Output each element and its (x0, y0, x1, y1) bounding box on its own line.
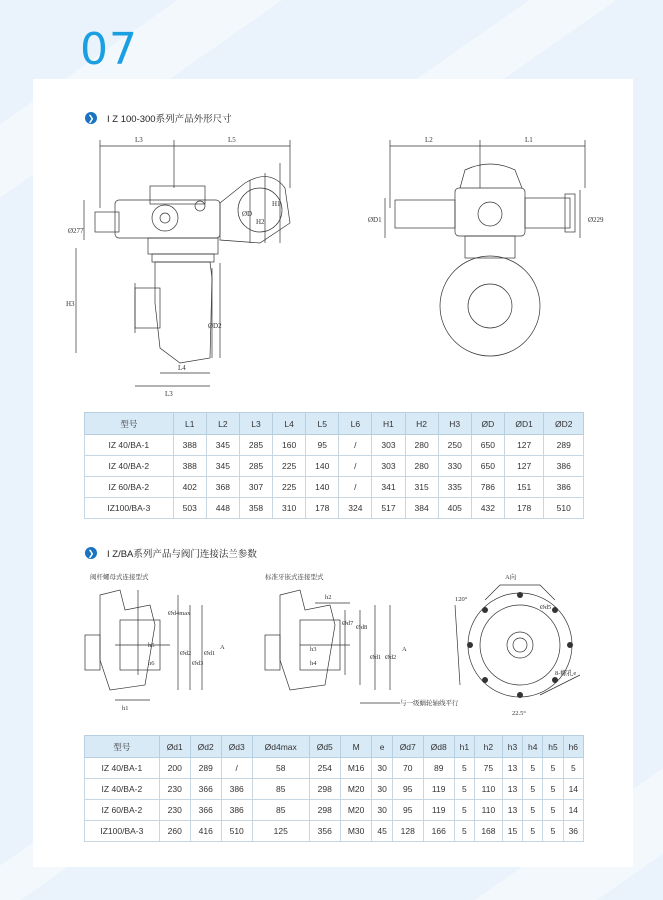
label-d2: ØD2 (208, 322, 222, 330)
value-cell: 366 (190, 779, 221, 800)
value-cell: 260 (159, 821, 190, 842)
value-cell: 30 (372, 779, 392, 800)
model-cell: IZ 40/BA-1 (85, 758, 160, 779)
model-cell: IZ 60/BA-2 (85, 800, 160, 821)
label-d2-left: Ød2 (180, 650, 192, 657)
dimension-table (84, 412, 584, 519)
value-cell: 280 (405, 435, 438, 456)
model-cell: IZ100/BA-3 (85, 821, 160, 842)
column-header: e (372, 736, 392, 758)
label-d1-mid: Ød1 (370, 654, 382, 661)
label-d3: Ød3 (192, 660, 204, 667)
label-l1: L1 (525, 136, 533, 144)
value-cell: / (221, 758, 252, 779)
column-header: L3 (239, 413, 272, 435)
chevron-right-icon: ❯ (85, 112, 97, 124)
caption-a-view: A向 (505, 574, 517, 581)
label-h2: H2 (256, 218, 265, 226)
value-cell: 5 (523, 800, 543, 821)
label-h2-mid: h2 (325, 594, 332, 601)
value-cell: 517 (372, 498, 405, 519)
value-cell: 386 (544, 456, 584, 477)
value-cell: 178 (504, 498, 543, 519)
label-h3: h3 (310, 646, 317, 653)
value-cell: 178 (306, 498, 339, 519)
value-cell: 405 (438, 498, 471, 519)
value-cell: 368 (206, 477, 239, 498)
value-cell: 45 (372, 821, 392, 842)
value-cell: 125 (252, 821, 309, 842)
column-header: h6 (563, 736, 583, 758)
column-header: Ød2 (190, 736, 221, 758)
label-a-left: A (220, 644, 225, 651)
value-cell: 386 (221, 779, 252, 800)
label-d4max: Ød4max (168, 610, 191, 617)
label-h1-left: h1 (122, 705, 129, 712)
value-cell: 230 (159, 800, 190, 821)
column-header: Ød8 (423, 736, 454, 758)
value-cell: 127 (504, 456, 543, 477)
label-d277: Ø277 (68, 227, 84, 235)
label-225deg: 22.5° (512, 710, 526, 717)
value-cell: 250 (438, 435, 471, 456)
label-d2-mid: Ød2 (385, 654, 397, 661)
value-cell: 254 (309, 758, 340, 779)
value-cell: 650 (471, 456, 504, 477)
value-cell: 5 (543, 779, 563, 800)
section2-heading (85, 546, 257, 560)
column-header: H3 (438, 413, 471, 435)
value-cell: 285 (239, 456, 272, 477)
value-cell: 30 (372, 758, 392, 779)
value-cell: 151 (504, 477, 543, 498)
value-cell: 289 (544, 435, 584, 456)
flange-connection-drawing (60, 565, 620, 725)
value-cell: 200 (159, 758, 190, 779)
actuator-dimension-drawing (60, 128, 620, 403)
value-cell: 13 (502, 800, 522, 821)
value-cell: 356 (309, 821, 340, 842)
value-cell: 75 (474, 758, 502, 779)
label-d1-left: Ød1 (204, 650, 216, 657)
label-h3: H3 (66, 300, 75, 308)
value-cell: 285 (239, 435, 272, 456)
column-header: Ød4max (252, 736, 309, 758)
model-cell: IZ 40/BA-2 (85, 779, 160, 800)
value-cell: 160 (273, 435, 306, 456)
value-cell: 650 (471, 435, 504, 456)
value-cell: M20 (340, 800, 372, 821)
column-header: h3 (502, 736, 522, 758)
value-cell: 14 (563, 779, 583, 800)
model-cell: IZ 60/BA-2 (85, 477, 174, 498)
value-cell: 384 (405, 498, 438, 519)
label-d7: Ød7 (342, 620, 354, 627)
value-cell: 366 (190, 800, 221, 821)
value-cell: M20 (340, 779, 372, 800)
value-cell: 95 (306, 435, 339, 456)
value-cell: 13 (502, 758, 522, 779)
value-cell: 388 (173, 435, 206, 456)
value-cell: 58 (252, 758, 309, 779)
value-cell: 119 (423, 779, 454, 800)
column-header: H2 (405, 413, 438, 435)
value-cell: 127 (504, 435, 543, 456)
value-cell: 298 (309, 779, 340, 800)
value-cell: / (339, 477, 372, 498)
label-l5: L5 (228, 136, 236, 144)
value-cell: 5 (543, 800, 563, 821)
table-row (85, 456, 584, 477)
value-cell: 345 (206, 456, 239, 477)
column-header: Ød3 (221, 736, 252, 758)
value-cell: 85 (252, 779, 309, 800)
value-cell: 386 (221, 800, 252, 821)
label-l6: L3 (165, 390, 173, 398)
value-cell: 786 (471, 477, 504, 498)
model-cell: IZ100/BA-3 (85, 498, 174, 519)
column-header: h1 (454, 736, 474, 758)
value-cell: 310 (273, 498, 306, 519)
value-cell: 510 (544, 498, 584, 519)
label-d: ØD (242, 210, 253, 218)
value-cell: 225 (273, 477, 306, 498)
value-cell: 95 (392, 800, 423, 821)
value-cell: 5 (454, 758, 474, 779)
label-a-mid: A (402, 646, 407, 653)
value-cell: 324 (339, 498, 372, 519)
value-cell: 315 (405, 477, 438, 498)
value-cell: 14 (563, 800, 583, 821)
value-cell: 289 (190, 758, 221, 779)
column-header: L6 (339, 413, 372, 435)
column-header: Ød7 (392, 736, 423, 758)
value-cell: / (339, 456, 372, 477)
value-cell: M30 (340, 821, 372, 842)
value-cell: 5 (523, 779, 543, 800)
column-header: 型号 (85, 413, 174, 435)
value-cell: 5 (563, 758, 583, 779)
value-cell: 36 (563, 821, 583, 842)
table-row (85, 779, 584, 800)
column-header: h4 (523, 736, 543, 758)
value-cell: 5 (454, 779, 474, 800)
value-cell: 70 (392, 758, 423, 779)
value-cell: 5 (543, 758, 563, 779)
value-cell: 448 (206, 498, 239, 519)
label-note: 与一级蜗轮轴线平行 (400, 700, 459, 707)
value-cell: 388 (173, 456, 206, 477)
flange-table (84, 735, 584, 842)
label-d5: Ød5 (540, 604, 552, 611)
value-cell: 13 (502, 779, 522, 800)
value-cell: 345 (206, 435, 239, 456)
value-cell: 140 (306, 456, 339, 477)
table-row (85, 800, 584, 821)
section1-heading (85, 111, 232, 125)
value-cell: 280 (405, 456, 438, 477)
label-h4: h4 (310, 660, 317, 667)
value-cell: 128 (392, 821, 423, 842)
column-header: ØD2 (544, 413, 584, 435)
table-row (85, 435, 584, 456)
column-header: h2 (474, 736, 502, 758)
value-cell: 168 (474, 821, 502, 842)
column-header: M (340, 736, 372, 758)
value-cell: / (339, 435, 372, 456)
chevron-right-icon: ❯ (85, 547, 97, 559)
label-120deg: 120° (455, 596, 468, 603)
column-header: ØD1 (504, 413, 543, 435)
model-cell: IZ 40/BA-2 (85, 456, 174, 477)
label-l4: L4 (178, 364, 186, 372)
caption-standard-jaw: 标准牙嵌式连接型式 (265, 574, 324, 581)
table-row (85, 477, 584, 498)
value-cell: 416 (190, 821, 221, 842)
label-h6: h6 (148, 660, 155, 667)
value-cell: 341 (372, 477, 405, 498)
table-row (85, 498, 584, 519)
value-cell: 15 (502, 821, 522, 842)
label-l2: L2 (425, 136, 433, 144)
label-h5-left: h5 (148, 642, 155, 649)
column-header: ØD (471, 413, 504, 435)
column-header: h5 (543, 736, 563, 758)
page-number: 07 (80, 24, 138, 75)
value-cell: 386 (544, 477, 584, 498)
column-header: L5 (306, 413, 339, 435)
label-d8: Ød8 (356, 624, 368, 631)
value-cell: 89 (423, 758, 454, 779)
column-header: H1 (372, 413, 405, 435)
value-cell: M16 (340, 758, 372, 779)
model-cell: IZ 40/BA-1 (85, 435, 174, 456)
value-cell: 230 (159, 779, 190, 800)
value-cell: 110 (474, 800, 502, 821)
value-cell: 85 (252, 800, 309, 821)
value-cell: 432 (471, 498, 504, 519)
value-cell: 5 (454, 800, 474, 821)
table-header-row (85, 736, 584, 758)
value-cell: 335 (438, 477, 471, 498)
value-cell: 330 (438, 456, 471, 477)
label-l3: L3 (135, 136, 143, 144)
value-cell: 30 (372, 800, 392, 821)
column-header: L2 (206, 413, 239, 435)
section2-title: I Z/BA系列产品与阀门连接法兰参数 (107, 549, 257, 560)
column-header: Ød1 (159, 736, 190, 758)
caption-stem-nut: 阀杆螺母式连接型式 (90, 574, 149, 581)
value-cell: 510 (221, 821, 252, 842)
label-d1: ØD1 (368, 216, 382, 224)
value-cell: 95 (392, 779, 423, 800)
value-cell: 5 (454, 821, 474, 842)
column-header: 型号 (85, 736, 160, 758)
value-cell: 303 (372, 435, 405, 456)
label-h1: H1 (272, 200, 281, 208)
value-cell: 225 (273, 456, 306, 477)
table-row (85, 758, 584, 779)
value-cell: 303 (372, 456, 405, 477)
value-cell: 5 (523, 821, 543, 842)
value-cell: 402 (173, 477, 206, 498)
value-cell: 503 (173, 498, 206, 519)
value-cell: 110 (474, 779, 502, 800)
value-cell: 119 (423, 800, 454, 821)
table-row (85, 821, 584, 842)
label-d229: Ø229 (588, 216, 604, 224)
value-cell: 307 (239, 477, 272, 498)
value-cell: 358 (239, 498, 272, 519)
value-cell: 140 (306, 477, 339, 498)
value-cell: 5 (543, 821, 563, 842)
column-header: L4 (273, 413, 306, 435)
value-cell: 166 (423, 821, 454, 842)
column-header: Ød5 (309, 736, 340, 758)
value-cell: 298 (309, 800, 340, 821)
column-header: L1 (173, 413, 206, 435)
section1-title: I Z 100-300系列产品外形尺寸 (107, 114, 232, 125)
label-holes: 8-螺孔e (555, 670, 577, 677)
value-cell: 5 (523, 758, 543, 779)
table-header-row (85, 413, 584, 435)
